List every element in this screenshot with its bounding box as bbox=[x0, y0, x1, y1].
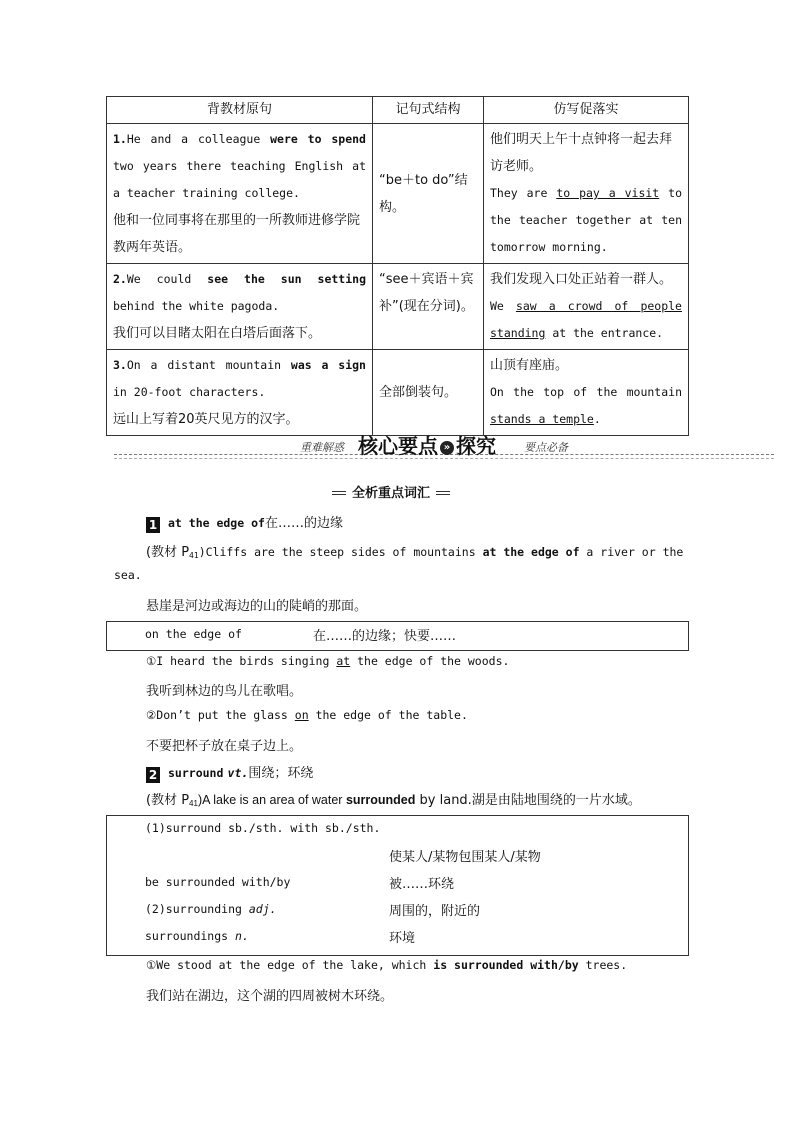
sentence-fragment: was a sign bbox=[290, 358, 366, 372]
example-translation: 不要把杯子放在桌子边上。 bbox=[146, 739, 303, 754]
item-heading bbox=[146, 762, 313, 783]
structure-cell: 全部倒装句。 bbox=[373, 350, 484, 436]
box-phrase: on the edge of bbox=[145, 627, 242, 641]
banner-right-tag: 要点必备 bbox=[524, 441, 568, 454]
banner-title-a: 核心要点 bbox=[358, 434, 438, 458]
sentence-fragment: We bbox=[490, 299, 516, 313]
table-header-row bbox=[107, 97, 689, 124]
source-translation: 悬崖是河边或海边的山的陡峭的那面。 bbox=[146, 599, 368, 614]
practice-cell bbox=[484, 124, 689, 264]
table-row bbox=[107, 124, 689, 264]
sentence-fragment: stands a temple bbox=[490, 412, 594, 426]
sentence-fragment: in 20-foot characters. bbox=[113, 385, 266, 399]
practice-sentence bbox=[490, 293, 682, 347]
original-cell bbox=[107, 124, 373, 264]
sentence-fragment: behind the white pagoda. bbox=[113, 299, 280, 313]
source-sentence: (教材 $P_{41})A$ lake is an area of water surrounded by land.湖是由陆地围绕的一片水域。 bbox=[146, 793, 641, 808]
item-pos: vt. bbox=[227, 766, 249, 780]
original-cell bbox=[107, 264, 373, 350]
source-sentence-cont: sea. bbox=[114, 568, 142, 582]
practice-chinese: 我们发现入口处正站着一群人。 bbox=[490, 272, 673, 287]
sentence-fragment: to pay a visit bbox=[556, 186, 660, 200]
item-meaning: 围绕；环绕 bbox=[248, 766, 314, 781]
banner-left-tag: 重难解惑 bbox=[300, 441, 344, 454]
sentence-table bbox=[106, 96, 689, 436]
original-sentence bbox=[113, 126, 366, 207]
header-original: 背教材原句 bbox=[107, 97, 373, 124]
sentence-fragment: We could bbox=[126, 272, 208, 286]
original-cell bbox=[107, 350, 373, 436]
original-sentence bbox=[113, 352, 366, 406]
practice-cell bbox=[484, 350, 689, 436]
box-meaning: 在……的边缘；快要…… bbox=[313, 629, 457, 644]
example-translation: 我听到林边的鸟儿在歌唱。 bbox=[146, 684, 303, 699]
sentence-fragment: They are bbox=[490, 186, 557, 200]
sentence-fragment: 2. bbox=[113, 272, 127, 286]
practice-sentence bbox=[490, 379, 682, 433]
original-translation: 远山上写着20英尺见方的汉字。 bbox=[113, 412, 299, 427]
sentence-fragment: at the entrance. bbox=[545, 326, 664, 340]
phrase-box bbox=[106, 621, 689, 651]
section-title: 全析重点词汇 bbox=[344, 482, 438, 501]
sentence-fragment: He and a colleague bbox=[126, 132, 271, 146]
example-sentence: ①We stood at the edge of the lake, which is surrounded with/by trees. bbox=[146, 958, 628, 972]
header-structure: 记句式结构 bbox=[373, 97, 484, 124]
practice-chinese: 山顶有座庙。 bbox=[490, 358, 569, 373]
sentence-fragment: On the top of the mountain bbox=[490, 385, 682, 399]
banner-title bbox=[358, 430, 496, 459]
item-number: 2 bbox=[146, 767, 160, 783]
table-row bbox=[107, 264, 689, 350]
practice-cell bbox=[484, 264, 689, 350]
sentence-fragment: 1. bbox=[113, 132, 127, 146]
item-meaning: 在……的边缘 bbox=[264, 516, 343, 531]
practice-sentence bbox=[490, 180, 682, 261]
sentence-fragment: to the teacher together at ten tomorrow morning. bbox=[490, 186, 682, 254]
original-translation: 我们可以目睹太阳在白塔后面落下。 bbox=[113, 326, 322, 341]
sentence-fragment: two years there teaching English at a teacher training college. bbox=[113, 159, 366, 200]
item-word: surround bbox=[168, 766, 224, 780]
original-translation: 他和一位同事将在那里的一所教师进修学院教两年英语。 bbox=[113, 213, 361, 255]
arrow-icon: » bbox=[440, 441, 454, 455]
structure-cell: “see＋宾语＋宾补”(现在分词)。 bbox=[373, 264, 484, 350]
section-banner bbox=[106, 430, 774, 464]
item-number: 1 bbox=[146, 517, 160, 533]
usage-box: (1)surround sb./sth. with sb./sth. 使某人/某物包围某人/某物 be surrounded with/by 被……环绕 (2)surrounding adj. 周围的，附近的 surroundings n. 环境 bbox=[106, 815, 689, 956]
sentence-fragment: saw a crowd of people standing bbox=[490, 299, 682, 340]
original-sentence bbox=[113, 266, 366, 320]
sentence-fragment: . bbox=[593, 412, 601, 426]
structure-cell: “be＋to do”结构。 bbox=[373, 124, 484, 264]
example-translation: 我们站在湖边，这个湖的四周被树木环绕。 bbox=[146, 989, 394, 1004]
item-heading bbox=[146, 512, 343, 533]
example-sentence: ②Don’t put the glass on the edge of the table. bbox=[146, 708, 468, 722]
example-sentence: ①I heard the birds singing at the edge of the woods. bbox=[146, 654, 510, 668]
table-row bbox=[107, 350, 689, 436]
source-sentence: (教材 $P_{41})Cliffs$ are the steep sides of mountains at the edge of a river or the bbox=[146, 545, 684, 560]
sentence-fragment: see the sun setting bbox=[207, 272, 366, 286]
item-phrase: at the edge of bbox=[168, 516, 265, 530]
header-practice: 仿写促落实 bbox=[484, 97, 689, 124]
practice-chinese: 他们明天上午十点钟将一起去拜访老师。 bbox=[490, 132, 673, 174]
sentence-fragment: 3. bbox=[113, 358, 127, 372]
sentence-fragment: were to spend bbox=[270, 132, 366, 146]
banner-title-b: 探究 bbox=[456, 434, 496, 458]
sentence-fragment: On a distant mountain bbox=[126, 358, 291, 372]
